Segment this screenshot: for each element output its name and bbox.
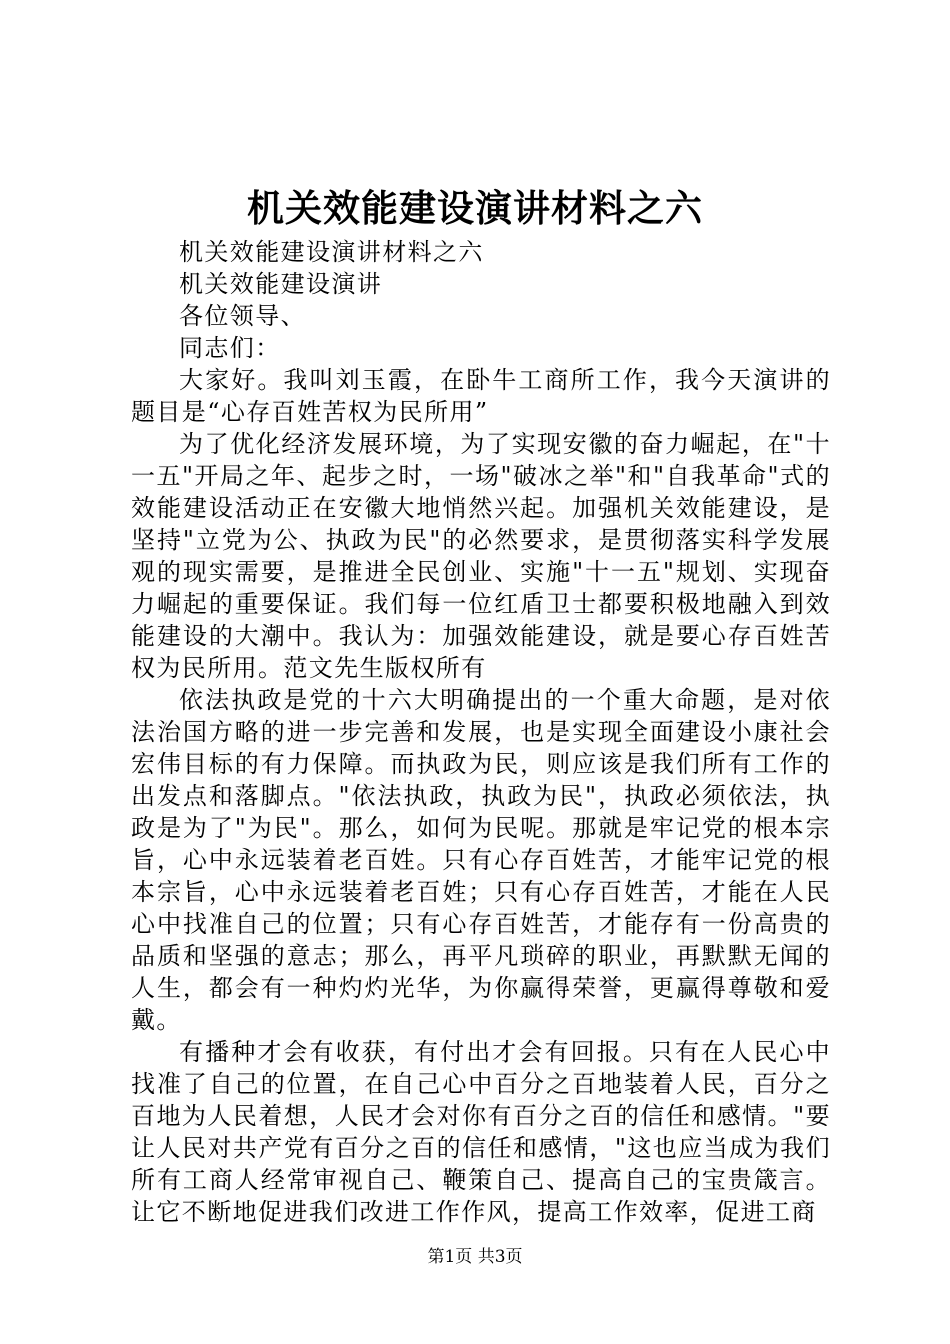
paragraph-salutation-2: 同志们：	[179, 334, 281, 362]
paragraph-body-1: 为了优化经济发展环境，为了实现安徽的奋力崛起，在"十一五"开局之年、起步之时，一场"破冰之举"和"自我革命"式的效能建设活动正在安徽大地悄然兴起。加强机关效能建设，是坚持"立党为公、执政为民"的必然要求，是贯彻落实科学发展观的现实需要，是推进全民创业、实施"十一五"规划、实现奋力崛起的重要保证。我们每一位红盾卫士都要积极地融入到效能建设的大潮中。我认为：加强效能建设，就是要心存百姓苦权为民所用。范文先生版权所有	[131, 430, 831, 682]
paragraph-salutation-1: 各位领导、	[179, 302, 306, 330]
paragraph-speech-heading: 机关效能建设演讲	[179, 270, 383, 298]
paragraph-intro: 大家好。我叫刘玉霞，在卧牛工商所工作，我今天演讲的题目是“心存百姓苦权为民所用”	[131, 366, 831, 426]
document-body	[131, 236, 831, 1228]
document-title: 机关效能建设演讲材料之六	[247, 186, 703, 230]
paragraph-subtitle: 机关效能建设演讲材料之六	[179, 238, 484, 266]
paragraph-body-2: 依法执政是党的十六大明确提出的一个重大命题，是对依法治国方略的进一步完善和发展，也是实现全面建设小康社会宏伟目标的有力保障。而执政为民，则应该是我们所有工作的出发点和落脚点。"依法执政，执政为民"，执政必须依法，执政是为了"为民"。那么，如何为民呢。那就是牢记党的根本宗旨，心中永远装着老百姓。只有心存百姓苦，才能牢记党的根本宗旨，心中永远装着老百姓；只有心存百姓苦，才能在人民心中找准自己的位置；只有心存百姓苦，才能存有一份高贵的品质和坚强的意志；那么，再平凡琐碎的职业，再默默无闻的人生，都会有一种灼灼光华，为你赢得荣誉，更赢得尊敬和爱戴。	[131, 686, 831, 1034]
page-number-footer: 第1页 共3页	[427, 1247, 523, 1267]
paragraph-body-3: 有播种才会有收获，有付出才会有回报。只有在人民心中找准了自己的位置，在自己心中百分之百地装着人民，百分之百地为人民着想，人民才会对你有百分之百的信任和感情。"要让人民对共产党有百分之百的信任和感情，"这也应当成为我们所有工商人经常审视自己、鞭策自己、提高自己的宝贵箴言。让它不断地促进我们改进工作作风，提高工作效率，促进工商	[131, 1038, 831, 1226]
